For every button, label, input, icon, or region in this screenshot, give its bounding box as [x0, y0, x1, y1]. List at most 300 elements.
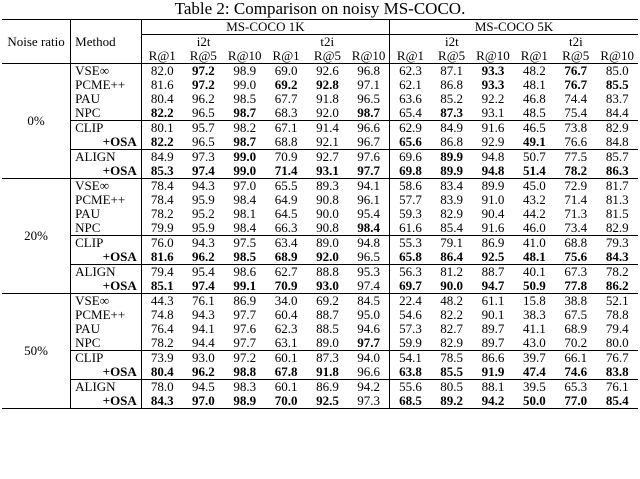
value-cell: 78.8 [605, 307, 629, 322]
value-cell: 84.4 [605, 105, 629, 120]
value-cell: 92.2 [481, 91, 505, 106]
value-cell: 88.5 [316, 321, 339, 336]
value-cell: 89.3 [307, 179, 348, 194]
value-cell: 93.3 [481, 77, 505, 92]
value-cell: 75.6 [564, 249, 588, 264]
value-cell: 86.8 [440, 134, 463, 149]
value-cell: 68.3 [274, 105, 298, 120]
table-row [2, 236, 638, 251]
value-cell: 62.3 [274, 321, 298, 336]
value-cell: 48.1 [522, 249, 546, 264]
value-cell: 49.1 [522, 134, 546, 149]
value-cell: 96.6 [348, 121, 389, 136]
value-cell: 97.7 [348, 164, 389, 179]
value-cell: 80.5 [431, 380, 472, 395]
value-cell: 99.0 [224, 150, 265, 165]
value-cell: 76.4 [150, 321, 174, 336]
value-cell: 87.1 [431, 64, 472, 79]
value-cell: 77.8 [564, 278, 588, 293]
method-cell: PAU [71, 207, 142, 221]
value-cell: 67.5 [564, 307, 588, 322]
value-cell: 97.3 [183, 150, 224, 165]
value-cell: 92.9 [481, 134, 505, 149]
method-cell: CLIP [71, 351, 142, 366]
table-row [2, 164, 638, 179]
value-cell: 95.7 [183, 121, 224, 136]
table-caption: Table 2: Comparison on noisy MS-COCO. [174, 0, 466, 18]
table-row [2, 135, 638, 150]
value-cell: 98.9 [224, 64, 265, 79]
value-cell: 79.1 [431, 236, 472, 251]
value-cell: 81.7 [596, 179, 638, 194]
value-cell: 88.1 [472, 380, 513, 395]
value-cell: 92.0 [316, 249, 339, 264]
value-cell: 47.4 [522, 364, 546, 379]
value-cell: 61.6 [399, 220, 422, 235]
value-cell: 83.4 [431, 179, 472, 194]
value-cell: 95.4 [183, 265, 224, 280]
header-r10: R@10 [348, 49, 389, 64]
value-cell: 97.0 [224, 179, 265, 194]
value-cell: 56.3 [390, 265, 431, 280]
value-cell: 44.2 [522, 206, 546, 221]
value-cell: 91.8 [316, 364, 339, 379]
value-cell: 99.1 [233, 278, 257, 293]
header-r5: R@5 [313, 48, 342, 63]
value-cell: 44.3 [141, 294, 182, 309]
table-row [2, 322, 638, 336]
value-cell: 84.3 [141, 394, 182, 409]
value-cell: 45.0 [514, 179, 555, 194]
noise-ratio-cell: 0% [2, 64, 71, 179]
value-cell: 38.8 [555, 294, 596, 309]
table-row [2, 221, 638, 236]
value-cell: 86.9 [472, 236, 513, 251]
value-cell: 94.1 [191, 321, 215, 336]
table-row [2, 179, 638, 194]
header-r1: R@1 [520, 48, 548, 63]
value-cell: 86.4 [440, 249, 463, 264]
value-cell: 58.6 [390, 179, 431, 194]
value-cell: 89.7 [481, 335, 505, 350]
value-cell: 75.4 [564, 105, 588, 120]
value-cell: 70.0 [265, 394, 306, 409]
table-body [2, 64, 638, 409]
value-cell: 74.8 [150, 307, 174, 322]
value-cell: 82.2 [150, 105, 174, 120]
value-cell: 98.4 [348, 221, 389, 236]
value-cell: 69.2 [307, 294, 348, 309]
value-cell: 90.0 [440, 278, 463, 293]
value-cell: 85.7 [596, 150, 638, 165]
value-cell: 79.9 [150, 220, 174, 235]
value-cell: 94.8 [472, 150, 513, 165]
value-cell: 82.7 [440, 321, 463, 336]
value-cell: 60.1 [265, 351, 306, 366]
method-cell: +OSA [71, 250, 142, 265]
header-r1: R@1 [148, 48, 176, 63]
value-cell: 86.9 [224, 294, 265, 309]
value-cell: 48.2 [514, 64, 555, 79]
table-row [2, 351, 638, 366]
value-cell: 92.5 [307, 394, 348, 409]
value-cell: 63.4 [265, 236, 306, 251]
value-cell: 94.2 [472, 394, 513, 409]
method-cell: PAU [71, 92, 142, 106]
value-cell: 39.5 [514, 380, 555, 395]
value-cell: 97.6 [233, 321, 257, 336]
table-row [2, 106, 638, 121]
value-cell: 66.1 [555, 351, 596, 366]
value-cell: 97.5 [224, 236, 265, 251]
value-cell: 65.6 [399, 134, 422, 149]
method-cell: ALIGN [71, 265, 142, 280]
value-cell: 77.5 [555, 150, 596, 165]
method-cell: PCME++ [71, 193, 142, 207]
value-cell: 55.3 [390, 236, 431, 251]
value-cell: 78.4 [141, 179, 182, 194]
value-cell: 88.7 [316, 307, 339, 322]
noise-ratio-cell: 50% [2, 294, 71, 409]
value-cell: 78.2 [596, 265, 638, 280]
header-r5: R@5 [562, 48, 590, 63]
value-cell: 96.5 [191, 105, 215, 120]
value-cell: 71.3 [564, 206, 588, 221]
value-cell: 85.3 [150, 163, 174, 178]
value-cell: 96.5 [348, 250, 389, 265]
value-cell: 92.0 [316, 105, 339, 120]
value-cell: 90.4 [481, 206, 505, 221]
table-row [2, 121, 638, 136]
value-cell: 65.8 [399, 249, 422, 264]
value-cell: 46.0 [522, 220, 546, 235]
value-cell: 84.8 [605, 134, 629, 149]
method-cell: NPC [71, 221, 142, 236]
value-cell: 96.1 [348, 193, 389, 207]
header-r5: R@5 [438, 48, 466, 63]
value-cell: 43.2 [522, 192, 546, 207]
value-cell: 91.0 [481, 192, 505, 207]
value-cell: 89.0 [307, 236, 348, 251]
value-cell: 51.4 [522, 163, 546, 178]
value-cell: 85.4 [440, 220, 463, 235]
value-cell: 87.3 [307, 351, 348, 366]
value-cell: 91.6 [472, 121, 513, 136]
method-cell: NPC [71, 336, 142, 351]
value-cell: 96.2 [191, 249, 215, 264]
value-cell: 84.9 [141, 150, 182, 165]
value-cell: 93.0 [183, 351, 224, 366]
value-cell: 43.0 [522, 335, 546, 350]
header-1k-i2t: i2t [196, 34, 211, 49]
value-cell: 92.7 [307, 150, 348, 165]
value-cell: 60.4 [274, 307, 298, 322]
header-r5: R@5 [189, 48, 217, 63]
value-cell: 48.5 [522, 105, 546, 120]
value-cell: 94.1 [348, 179, 389, 194]
value-cell: 94.8 [348, 236, 389, 251]
value-cell: 93.3 [472, 64, 513, 79]
value-cell: 93.1 [316, 163, 339, 178]
value-cell: 60.1 [265, 380, 306, 395]
value-cell: 92.8 [316, 77, 339, 92]
method-cell: ALIGN [71, 380, 142, 395]
value-cell: 70.2 [564, 335, 588, 350]
value-cell: 95.2 [191, 206, 215, 221]
table-row [2, 64, 638, 79]
value-cell: 96.2 [191, 364, 215, 379]
value-cell: 90.1 [481, 307, 505, 322]
value-cell: 89.2 [431, 394, 472, 409]
table-row [2, 336, 638, 351]
value-cell: 63.8 [399, 364, 422, 379]
value-cell: 54.6 [399, 307, 422, 322]
value-cell: 82.9 [605, 220, 629, 235]
value-cell: 67.1 [265, 121, 306, 136]
table-row [2, 92, 638, 106]
value-cell: 98.5 [233, 249, 257, 264]
value-cell: 84.5 [348, 294, 389, 309]
value-cell: 68.5 [390, 394, 431, 409]
table-row [2, 279, 638, 294]
value-cell: 94.8 [481, 163, 505, 178]
value-cell: 59.9 [399, 335, 422, 350]
value-cell: 62.9 [390, 121, 431, 136]
value-cell: 61.1 [472, 294, 513, 309]
value-cell: 98.1 [233, 206, 257, 221]
value-cell: 85.5 [605, 77, 629, 92]
value-cell: 78.2 [150, 206, 174, 221]
value-cell: 89.9 [440, 163, 463, 178]
method-cell: PCME++ [71, 308, 142, 322]
method-cell: ALIGN [71, 150, 142, 165]
value-cell: 72.9 [555, 179, 596, 194]
value-cell: 94.4 [191, 335, 215, 350]
table-row [2, 78, 638, 92]
table-row [2, 250, 638, 265]
value-cell: 95.9 [191, 220, 215, 235]
value-cell: 97.1 [348, 78, 389, 92]
value-cell: 57.7 [399, 192, 422, 207]
value-cell: 96.6 [348, 365, 389, 380]
value-cell: 92.1 [316, 134, 339, 149]
value-cell: 88.7 [472, 265, 513, 280]
table-row [2, 150, 638, 165]
value-cell: 69.0 [265, 64, 306, 79]
value-cell: 41.0 [514, 236, 555, 251]
value-cell: 68.9 [274, 249, 298, 264]
value-cell: 50.0 [514, 394, 555, 409]
header-r10: R@10 [476, 48, 510, 63]
value-cell: 62.3 [390, 64, 431, 79]
value-cell: 52.1 [596, 294, 638, 309]
value-cell: 86.8 [440, 77, 463, 92]
method-cell: PCME++ [71, 78, 142, 92]
value-cell: 80.4 [150, 91, 174, 106]
value-cell: 94.6 [348, 322, 389, 336]
value-cell: 46.5 [514, 121, 555, 136]
value-cell: 94.3 [191, 307, 215, 322]
header-5k-t2i: t2i [568, 34, 583, 49]
value-cell: 59.3 [399, 206, 422, 221]
value-cell: 98.8 [233, 364, 257, 379]
table-row [2, 365, 638, 380]
value-cell: 98.2 [224, 121, 265, 136]
method-cell: NPC [71, 106, 142, 121]
value-cell: 91.4 [307, 121, 348, 136]
value-cell: 93.1 [481, 105, 505, 120]
value-cell: 79.4 [141, 265, 182, 280]
results-table [2, 19, 638, 409]
value-cell: 67.7 [274, 91, 298, 106]
value-cell: 73.8 [555, 121, 596, 136]
value-cell: 86.3 [605, 163, 629, 178]
value-cell: 86.6 [472, 351, 513, 366]
value-cell: 82.9 [596, 121, 638, 136]
value-cell: 81.2 [431, 265, 472, 280]
value-cell: 77.0 [555, 394, 596, 409]
value-cell: 69.8 [399, 163, 422, 178]
value-cell: 95.9 [191, 192, 215, 207]
value-cell: 76.1 [183, 294, 224, 309]
method-cell: +OSA [71, 394, 142, 409]
table-header [2, 20, 638, 64]
value-cell: 90.8 [316, 192, 339, 207]
value-cell: 85.5 [440, 364, 463, 379]
value-cell: 74.6 [564, 364, 588, 379]
value-cell: 97.6 [348, 150, 389, 165]
header-coco-1k: MS-COCO 1K [141, 20, 389, 35]
value-cell: 89.7 [481, 321, 505, 336]
value-cell: 98.5 [233, 91, 257, 106]
value-cell: 80.0 [605, 335, 629, 350]
value-cell: 94.3 [183, 236, 224, 251]
header-method: Method [71, 20, 142, 64]
value-cell: 81.5 [605, 206, 629, 221]
value-cell: 99.0 [233, 77, 257, 92]
value-cell: 78.2 [150, 335, 174, 350]
value-cell: 82.2 [440, 307, 463, 322]
value-cell: 82.2 [150, 134, 174, 149]
value-cell: 84.3 [605, 249, 629, 264]
value-cell: 92.6 [307, 64, 348, 79]
value-cell: 22.4 [390, 294, 431, 309]
value-cell: 48.2 [431, 294, 472, 309]
value-cell: 94.0 [348, 351, 389, 366]
value-cell: 63.6 [399, 91, 422, 106]
header-r10: R@10 [600, 48, 635, 63]
value-cell: 85.1 [150, 278, 174, 293]
value-cell: 67.8 [274, 364, 298, 379]
value-cell: 86.9 [307, 380, 348, 395]
method-cell: +OSA [71, 135, 142, 150]
table-row [2, 294, 638, 309]
value-cell: 96.5 [191, 134, 215, 149]
value-cell: 78.0 [141, 380, 182, 395]
value-cell: 15.8 [514, 294, 555, 309]
method-cell: CLIP [71, 121, 142, 136]
value-cell: 91.8 [316, 91, 339, 106]
value-cell: 90.8 [316, 220, 339, 235]
value-cell: 83.7 [605, 91, 629, 106]
value-cell: 97.7 [348, 336, 389, 351]
value-cell: 63.1 [274, 335, 298, 350]
value-cell: 91.9 [481, 364, 505, 379]
value-cell: 68.9 [564, 321, 588, 336]
value-cell: 97.2 [183, 64, 224, 79]
value-cell: 79.4 [605, 321, 629, 336]
value-cell: 69.2 [274, 77, 298, 92]
value-cell: 66.3 [274, 220, 298, 235]
table-row [2, 308, 638, 322]
method-cell: +OSA [71, 365, 142, 380]
value-cell: 85.2 [440, 91, 463, 106]
header-1k-t2i: t2i [265, 35, 389, 50]
value-cell: 40.1 [514, 265, 555, 280]
value-cell: 76.6 [564, 134, 588, 149]
value-cell: 74.4 [564, 91, 588, 106]
value-cell: 78.4 [150, 192, 174, 207]
value-cell: 89.9 [472, 179, 513, 194]
header-noise-ratio: Noise ratio [2, 20, 71, 64]
value-cell: 62.1 [399, 77, 422, 92]
value-cell: 50.7 [514, 150, 555, 165]
value-cell: 65.4 [399, 105, 422, 120]
value-cell: 82.0 [141, 64, 182, 79]
value-cell: 81.6 [150, 249, 174, 264]
value-cell: 80.1 [141, 121, 182, 136]
value-cell: 39.7 [514, 351, 555, 366]
value-cell: 93.0 [316, 278, 339, 293]
value-cell: 97.0 [183, 394, 224, 409]
table-row [2, 207, 638, 221]
value-cell: 97.3 [348, 394, 389, 409]
value-cell: 84.9 [431, 121, 472, 136]
value-cell: 81.6 [150, 77, 174, 92]
value-cell: 89.9 [431, 150, 472, 165]
value-cell: 98.7 [348, 106, 389, 121]
value-cell: 86.2 [605, 278, 629, 293]
value-cell: 83.9 [440, 192, 463, 207]
value-cell: 97.4 [348, 279, 389, 294]
header-r1: R@1 [396, 48, 425, 63]
value-cell: 78.5 [431, 351, 472, 366]
value-cell: 96.2 [191, 91, 215, 106]
value-cell: 76.7 [596, 351, 638, 366]
value-cell: 96.7 [348, 135, 389, 150]
value-cell: 70.9 [265, 150, 306, 165]
value-cell: 94.5 [183, 380, 224, 395]
value-cell: 90.0 [316, 206, 339, 221]
value-cell: 97.7 [233, 307, 257, 322]
value-cell: 64.5 [274, 206, 298, 221]
value-cell: 98.9 [224, 394, 265, 409]
value-cell: 68.8 [555, 236, 596, 251]
header-r1: R@1 [272, 48, 300, 63]
method-cell: VSE∞ [71, 179, 142, 194]
header-r10: R@10 [227, 48, 262, 63]
value-cell: 95.3 [348, 265, 389, 280]
value-cell: 98.7 [233, 134, 257, 149]
value-cell: 76.0 [141, 236, 182, 251]
value-cell: 98.3 [224, 380, 265, 395]
value-cell: 71.4 [564, 192, 588, 207]
value-cell: 78.2 [564, 163, 588, 178]
value-cell: 65.5 [265, 179, 306, 194]
value-cell: 54.1 [390, 351, 431, 366]
value-cell: 89.0 [316, 335, 339, 350]
method-cell: +OSA [71, 164, 142, 179]
